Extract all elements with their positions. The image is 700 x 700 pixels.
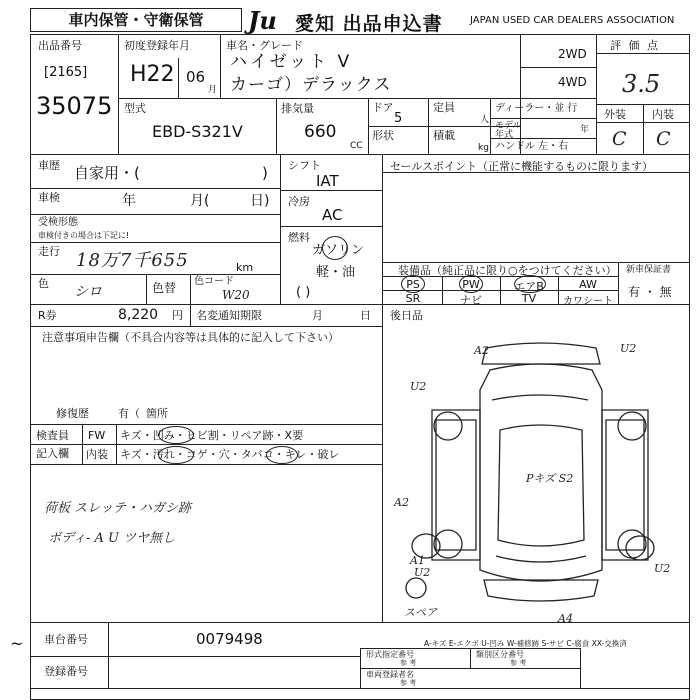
doors-value: 5 — [394, 111, 403, 126]
color-code-label: 色コード — [194, 276, 234, 287]
inspection-label: 車検 — [38, 191, 60, 204]
history-close: ) — [262, 164, 268, 182]
fuel-other: ( ) — [296, 285, 311, 300]
warranty-label: 新車保証書 — [626, 265, 672, 275]
handwritten-note-1: 荷板 スレッテ・ハガシ跡 — [44, 501, 192, 516]
owner-ref: 参 考 — [400, 679, 417, 687]
mark-spare: スペア — [404, 606, 437, 619]
transfer-label: 受検形態 — [38, 217, 78, 228]
drive-4wd: 4WD — [558, 75, 587, 89]
airbag-circle — [514, 275, 546, 293]
damage-legend: A-キズ E-エクボ U-凹み W-補修跡 S-サビ C-腐食 XX-交換済 — [424, 639, 627, 648]
name-change-day: 日 — [360, 309, 371, 322]
model-year-label: モデル 年式 — [495, 121, 522, 140]
displacement-label: 排気量 — [281, 102, 314, 115]
owner-label: 車両登録者名 — [366, 670, 414, 679]
chassis-value: 0079498 — [196, 630, 263, 648]
dirt-circle — [158, 446, 194, 464]
equipment-sr: SR — [405, 292, 421, 305]
recycle-value: 8,220 — [118, 307, 159, 323]
handle-label: ハンドル 左・右 — [495, 141, 569, 152]
equipment-label: 装備品（純正品に限り○をつけてください） — [398, 264, 617, 277]
dent-circle — [158, 426, 194, 444]
interior-label: 内装 — [652, 108, 674, 121]
mileage-label: 走行 — [38, 245, 60, 258]
registration-year: H22 — [130, 62, 175, 87]
recycle-label: R券 — [38, 309, 57, 322]
name-change-label: 名変通知期限 — [196, 309, 262, 322]
type-spec-ref: 参 考 — [400, 659, 417, 667]
load-unit: kg — [478, 143, 489, 153]
inspector-row2: キズ・汚れ・コゲ・穴・タバコ・キレ・破レ — [120, 448, 340, 461]
inspection-month-unit: 月( — [190, 193, 210, 209]
after-mark-label: 後日品 — [390, 309, 423, 322]
history-value: 自家用・( — [74, 164, 140, 182]
equipment-airbag: エアB — [514, 280, 544, 293]
class-spec-ref: 参 考 — [510, 659, 527, 667]
history-label: 車歴 — [38, 159, 60, 172]
score-label: 評 価 点 — [610, 39, 660, 52]
mark-left-rear2: U2 — [414, 566, 431, 579]
exterior-grade: C — [612, 128, 627, 150]
repair-close: 箇所 — [146, 407, 168, 420]
equipment-leather-seat: カワシート — [563, 296, 613, 307]
capacity-label: 定員 — [433, 101, 455, 114]
notes-label: 注意事項申告欄（不具合内容等は具体的に記入して下さい） — [42, 331, 339, 344]
drive-2wd: 2WD — [558, 47, 587, 61]
inspector-label-2: 記入欄 — [36, 447, 69, 460]
fuel-gasoline-circle — [322, 236, 348, 260]
doors-label: ドア — [372, 101, 394, 114]
burn-circle — [266, 446, 298, 464]
car-name-label: 車名・グレード — [226, 39, 303, 52]
registration-number-label: 登録番号 — [44, 665, 88, 678]
displacement-unit: CC — [350, 141, 363, 151]
interior-grade: C — [656, 128, 671, 150]
mark-center: Pキズ S2 — [526, 472, 574, 485]
type-spec-label: 形式指定番号 — [366, 650, 414, 659]
warranty-value: 有 ・ 無 — [628, 285, 672, 299]
sheet-title: 愛知 出品申込書 — [295, 13, 443, 35]
lot-label: 出品番号 — [38, 39, 82, 52]
color-label: 色 — [38, 277, 49, 290]
recycle-unit: 円 — [172, 309, 183, 322]
equipment-pw: PW — [462, 278, 480, 291]
equipment-navi: ナビ — [460, 294, 482, 307]
mileage-value: 18万7千655 — [76, 250, 189, 271]
displacement-value: 660 — [304, 122, 337, 142]
fuel-label: 燃料 — [288, 231, 310, 244]
margin-mark: ~ — [10, 634, 24, 653]
equipment-ps: PS — [406, 278, 420, 291]
exterior-label: 外装 — [604, 108, 626, 121]
mark-top: A2 — [474, 344, 489, 357]
lot-number: 35075 — [36, 92, 113, 120]
equipment-tv: TV — [521, 292, 537, 305]
capacity-unit: 人 — [480, 115, 490, 125]
name-change-month: 月 — [312, 309, 323, 322]
repair-value: 有（ — [118, 407, 140, 420]
association-name: JAPAN USED CAR DEALERS ASSOCIATION — [470, 15, 675, 26]
aircon-label: 冷房 — [288, 195, 310, 208]
color-code-value: W20 — [222, 288, 250, 302]
registration-month: 06 — [186, 68, 206, 86]
ju-logo: Ju — [248, 6, 277, 35]
class-spec-label: 類別区分番号 — [476, 650, 524, 659]
transfer-sub: 車検付きの場合は下記に! — [38, 231, 130, 240]
inspector-label-1: 検査員 — [36, 429, 69, 442]
car-damage-diagram — [392, 330, 690, 630]
model-value: EBD-S321V — [152, 122, 243, 141]
model-year-unit: 年 — [580, 125, 590, 135]
aircon-value: AC — [322, 206, 343, 224]
sales-point-label: セールスポイント（正常に機能するものに限ります） — [390, 160, 654, 173]
mark-left-rear1: A1 — [410, 554, 425, 567]
shift-value: IAT — [316, 172, 339, 190]
model-label: 型式 — [124, 102, 146, 115]
inspection-year-unit: 年 — [122, 193, 136, 209]
pw-circle — [459, 275, 483, 293]
fuel-gasoline: ガソリン — [312, 243, 365, 258]
handwritten-note-2: ボディ- A U ツヤ無し — [48, 531, 176, 546]
score-value: 3.5 — [622, 70, 661, 98]
inspector-row1-head: FW — [88, 429, 106, 442]
shape-label: 形状 — [372, 129, 394, 142]
shift-label: シフト — [288, 159, 321, 172]
registration-label: 初度登録年月 — [124, 39, 190, 52]
car-name-line1: ハイゼット V — [230, 52, 353, 72]
mark-right-rear: U2 — [654, 562, 671, 575]
equipment-aw: AW — [579, 278, 597, 291]
dealer-import-label: ディーラー・並 行 — [495, 103, 578, 114]
inspection-day-unit: 日) — [250, 193, 270, 209]
inspector-row2-head: 内装 — [86, 448, 108, 461]
ps-circle — [401, 275, 425, 293]
mileage-unit: km — [236, 261, 254, 274]
mark-bottom: A4 — [558, 612, 573, 625]
chassis-label: 車台番号 — [44, 633, 88, 646]
registration-month-unit: 月 — [208, 85, 218, 95]
storage-title: 車内保管・守衛保管 — [30, 8, 242, 32]
inspector-row1: キズ・凹み・ヒビ割・リペア跡・X要 — [120, 429, 304, 442]
color-value: シロ — [74, 284, 102, 300]
mark-top2: U2 — [620, 342, 637, 355]
load-label: 積載 — [433, 129, 455, 142]
repair-label: 修復歴 — [56, 407, 89, 420]
lot-sub-number: [2165] — [44, 65, 88, 80]
car-name-line2: カーゴ）デラックス — [230, 75, 392, 95]
mark-left-front: U2 — [410, 380, 427, 393]
fuel-light-oil: 軽・油 — [316, 265, 356, 280]
mark-left-mid: A2 — [394, 496, 409, 509]
color-change-label: 色替 — [152, 281, 177, 295]
